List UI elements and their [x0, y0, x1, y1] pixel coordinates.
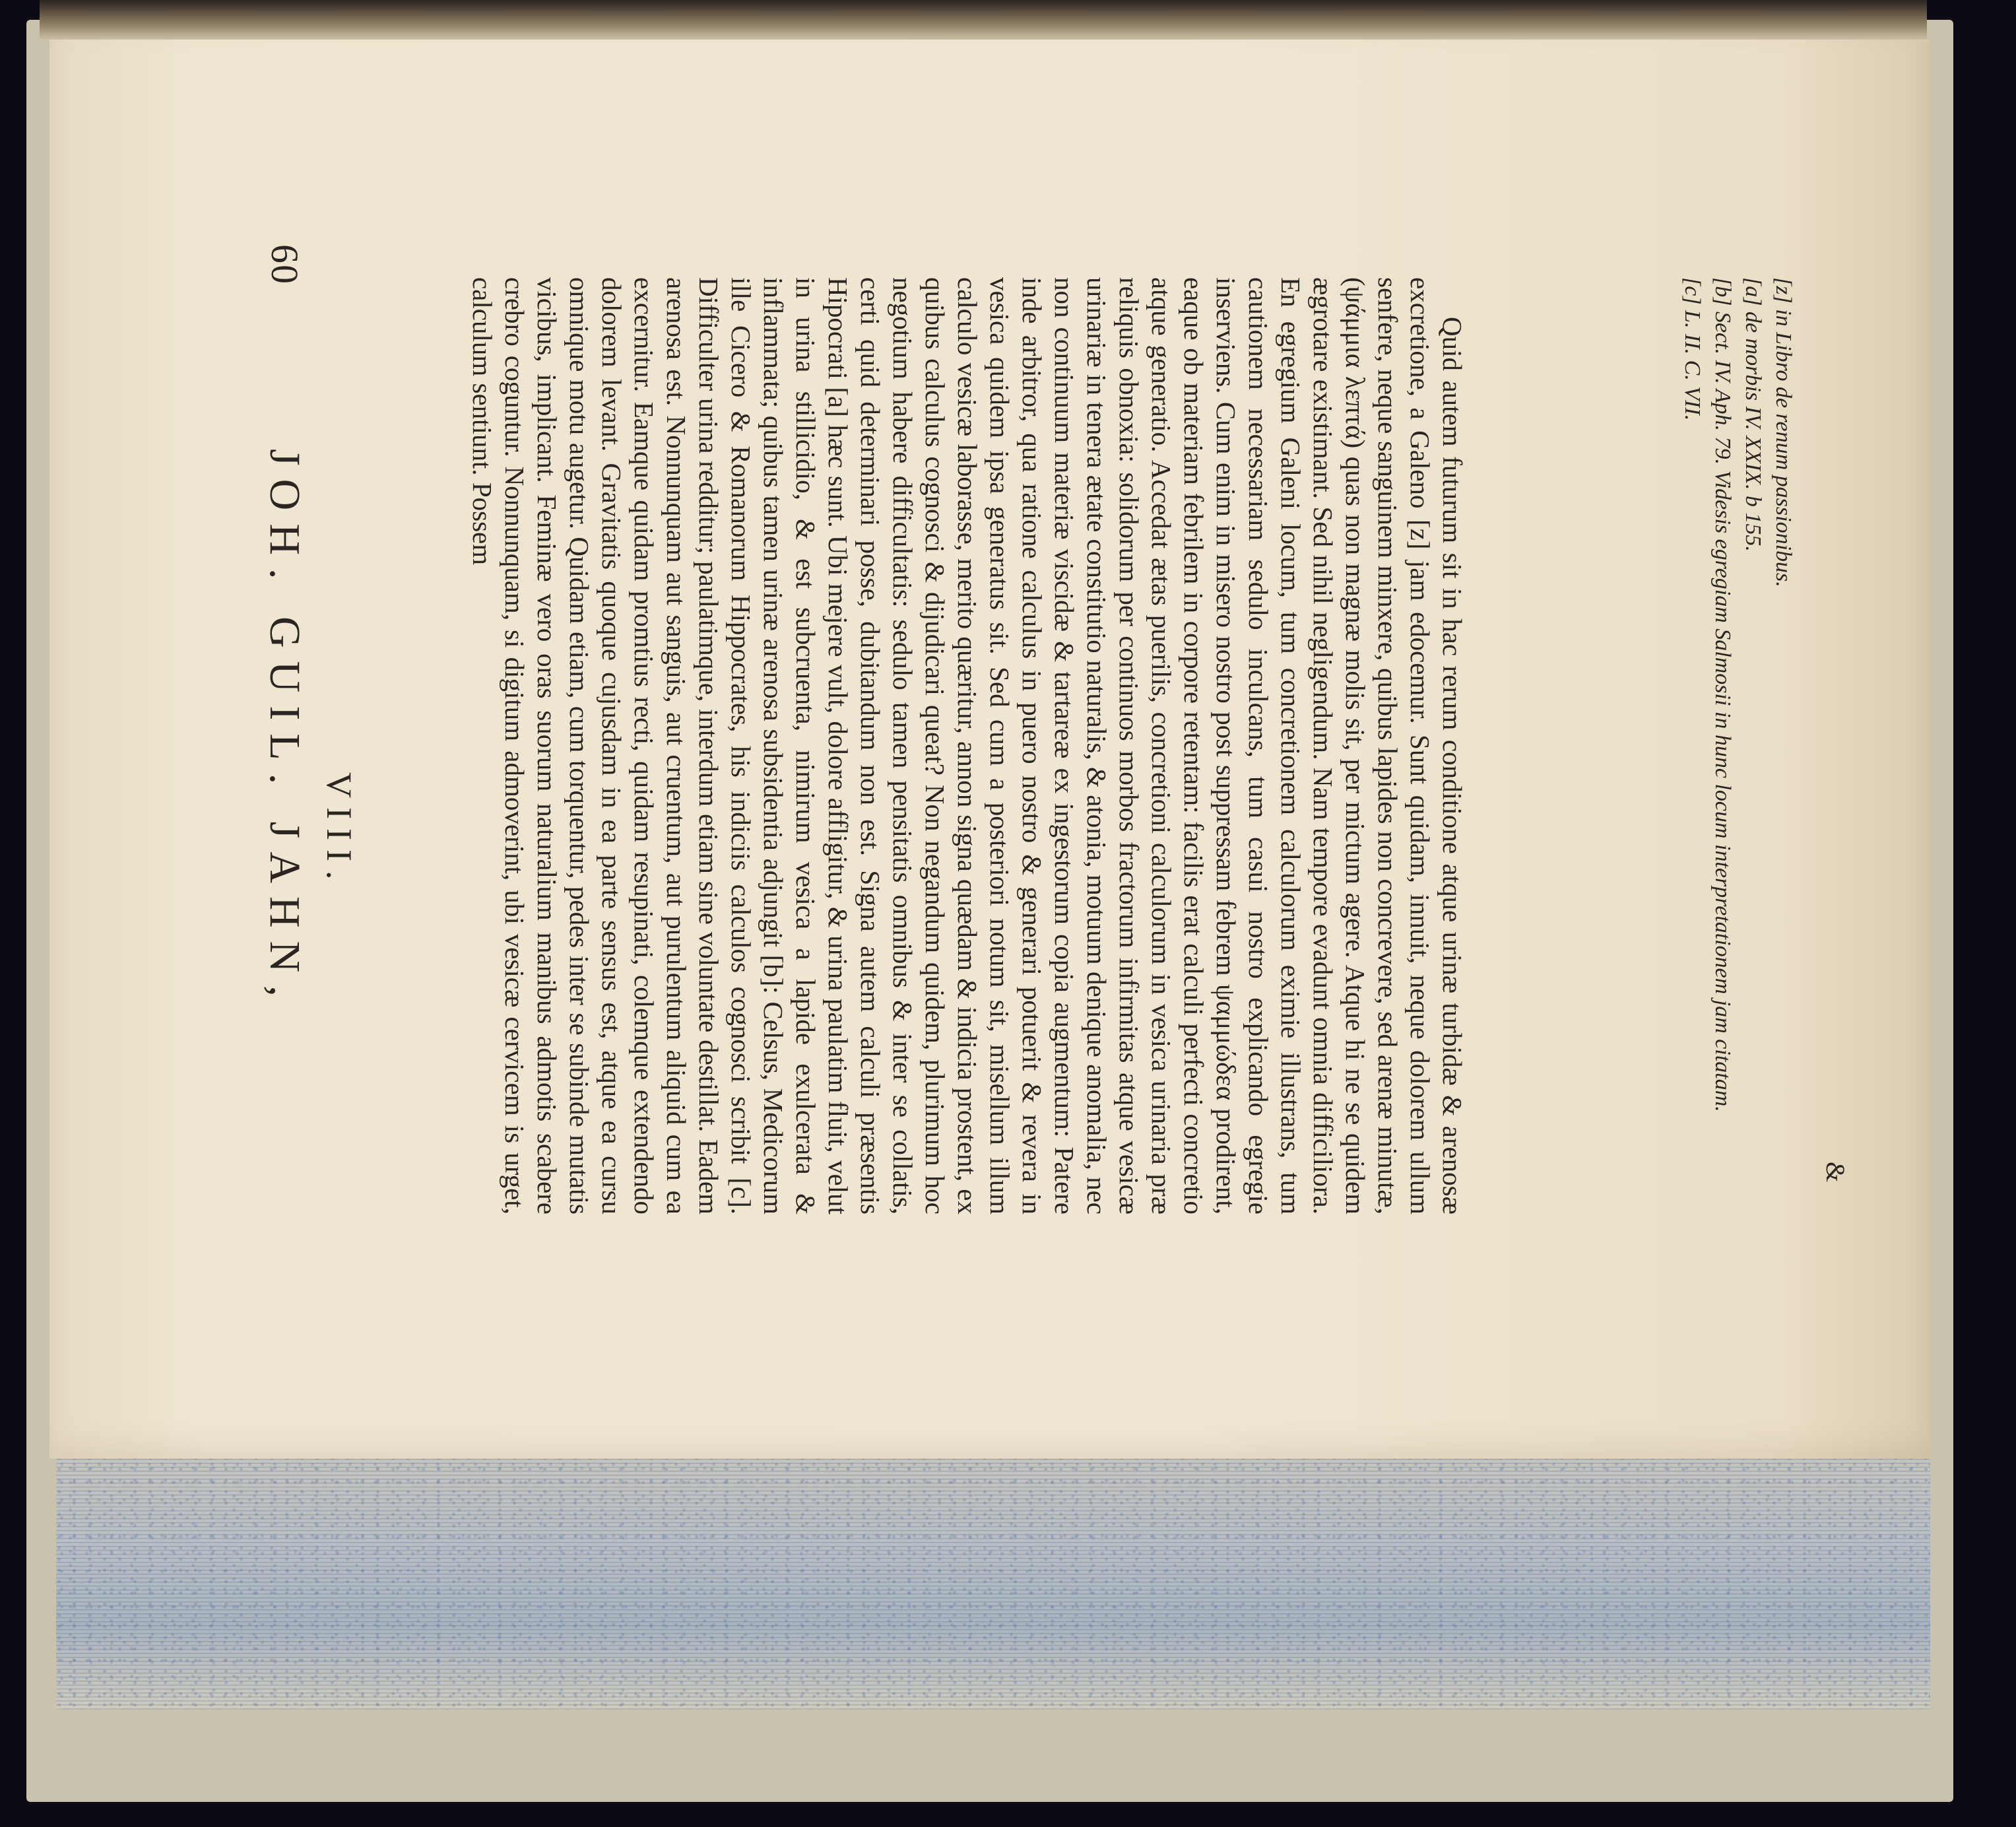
running-head — [241, 40, 313, 1459]
rotated-text-frame — [49, 40, 1930, 1459]
page-number: 60 — [263, 244, 306, 285]
footnote-z: [z] in Libro de renum passionibus. — [1771, 277, 1796, 587]
footnotes — [1627, 277, 1798, 1214]
speckled-edge-pattern — [56, 1432, 1930, 1710]
footnote-a: [a] de morbis IV. XXIX. b 155. — [1741, 277, 1765, 552]
body-text — [366, 277, 1468, 1214]
body-paragraph: Quid autem futurum sit in hac rerum conditione atque urinæ turbidæ & arenosæ excretione, a Galeno [z] jam edocemur. Sunt quidam, innuit, neque dolorem ullum senfere, neque sanguinem minxere, quibus lapides non concrevere, sed arenæ minutæ, (ψάμμια λεπτά) quas non magnæ molis sit, per mictum agere. Atque hi ne se quidem ægrotare existimant. Sed nihil negligendum. Nam tempore evadunt omnia difficiliora. En egregium Galeni locum, tum concretionem calculorum eximie illustrans, tum cautionem necessariam sedulo inculcans, tum casui nostro explicando egregie inserviens. Cum enim in misero nostro post suppressam febrem ψαμμώδεα prodirent, eaque ob materiam febrilem in corpore retentam: facilis erat calculi perfecti concretio atque generatio. Accedat ætas puerilis, concretioni calculorum in vesica urinaria præ reliquis obnoxia: solidorum per continuos morbos fractorum infirmitas atque vesicæ urinariæ in tenera ætate constitutio naturalis, & atonia, motuum denique anomalia, nec non continuum materiæ viscidæ & tartareæ ex ingestorum copia augmentum: Patere inde arbitror, qua ratione calculus in puero nostro & generari potuerit & revera in vesica quidem ipsa generatus sit. Sed cum a posteriori notum sit, misellum illum calculo vesicæ laborasse, merito quæritur, annon signa quædam & indicia prostent, ex quibus calculus cognosci & dijudicari queat? Non negandum quidem, plurimum hoc negotium habere difficultatis: sedulo tamen pensitatis omnibus & inter se collatis, certi quid determinari posse, dubitandum non est. Signa autem calculi præsentis Hipocrati [a] hæc sunt. Ubi mejere vult, dolore affligitur, & urina paulatim fluit, velut in urina stillicidio, & est subcruenta, nimirum vesica a lapide exulcerata & inflammata; quibus tamen urinæ arenosa subsidentia adjungit [b]: Celsus, Medicorum ille Cicero & Romanorum Hippocrates, his indiciis calculos cognosci scribit [c]. Difficulter urina redditur; paulatimque, interdum etiam sine voluntate destillat. Eadem arenosa est. Nonnunquam aut sanguis, aut cruentum, aut purulentum aliquid cum ea excernitur. Eamque quidam promtius recti, quidam resupinati, colemque extendendo dolorem levant. Gravitatis quoque cujusdam in ea parte sensus est, atque ea cursu omnique motu augetur. Quidam etiam, cum torquentur, pedes inter se subinde mutatis vicibus, implicant. Feminæ vero oras suorum naturalium manibus admotis scabere crebro coguntur. Nonnunquam, si digitum admoverint, ubi vesicæ cervicem is urget, calculum sentiunt. Possem — [467, 277, 1468, 1214]
catchword: & — [1821, 1162, 1850, 1183]
facing-page-edge — [40, 0, 1927, 40]
page-stack-edge — [56, 1432, 1930, 1710]
header-author: JOH. GUIL. JAHN, — [261, 449, 309, 1010]
footnote-b: [b] Sect. IV. Aph. 79. Videsis egregiam Salmosii in hunc locum interpretationem jam citatam. — [1710, 277, 1735, 1112]
section-number: VIII. — [319, 772, 359, 889]
footnote-c: [c] L. II. C. VII. — [1680, 277, 1705, 421]
book-page — [49, 40, 1930, 1459]
